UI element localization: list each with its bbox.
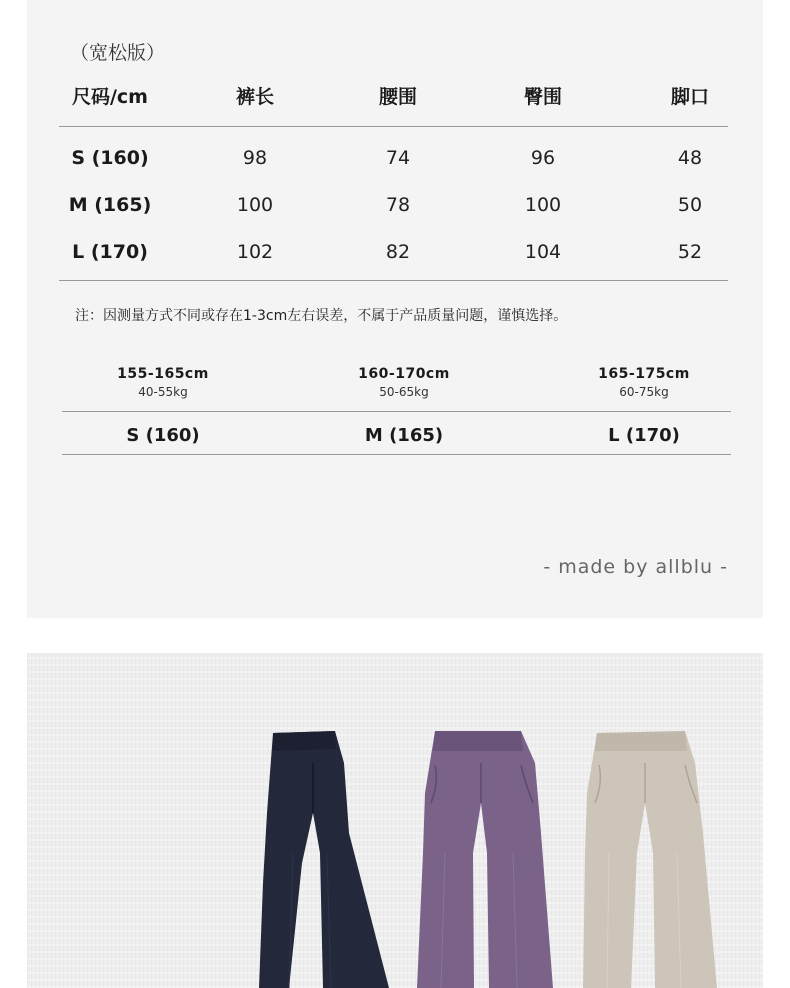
table-row — [0, 143, 790, 173]
table-divider-top — [59, 126, 728, 127]
row-length: 100 — [236, 194, 274, 216]
recommendation-s — [63, 364, 263, 400]
rec-height: 160-170cm — [358, 366, 450, 382]
rec-weight: 40-55kg — [138, 385, 188, 399]
row-size: L (170) — [72, 241, 148, 263]
brand-tagline: - made by allblu - — [543, 556, 728, 578]
header-hem: 脚口 — [670, 86, 709, 108]
recommendation-l — [544, 364, 744, 400]
recommendation-m — [304, 364, 504, 400]
rec-divider-top — [62, 411, 731, 412]
row-hem: 48 — [677, 147, 703, 169]
row-waist: 74 — [385, 147, 411, 169]
size-table-header — [0, 82, 790, 112]
rec-height: 165-175cm — [598, 366, 690, 382]
pants-purple — [417, 731, 553, 988]
rec-divider-bottom — [62, 454, 731, 455]
row-hip: 100 — [524, 194, 562, 216]
header-size: 尺码/cm — [71, 86, 148, 108]
table-row — [0, 237, 790, 267]
row-hip: 104 — [524, 241, 562, 263]
rec-weight: 50-65kg — [379, 385, 429, 399]
header-length: 裤长 — [235, 86, 274, 108]
row-waist: 78 — [385, 194, 411, 216]
row-length: 102 — [236, 241, 274, 263]
rec-weight: 60-75kg — [619, 385, 669, 399]
pants-illustration — [27, 653, 763, 988]
row-size: M (165) — [68, 194, 152, 216]
row-length: 98 — [242, 147, 268, 169]
row-hem: 50 — [677, 194, 703, 216]
rec-height: 155-165cm — [117, 366, 209, 382]
row-hip: 96 — [530, 147, 556, 169]
rec-size-s: S (160) — [126, 425, 200, 446]
pants-navy — [259, 731, 389, 988]
rec-size-m: M (165) — [364, 425, 444, 446]
table-row — [0, 190, 790, 220]
product-photo — [27, 653, 763, 988]
header-waist: 腰围 — [378, 86, 417, 108]
rec-size-l: L (170) — [608, 425, 680, 446]
measurement-note: 注：因测量方式不同或存在1-3cm左右误差，不属于产品质量问题，谨慎选择。 — [75, 308, 568, 324]
row-hem: 52 — [677, 241, 703, 263]
fit-label: （宽松版） — [70, 42, 166, 64]
row-waist: 82 — [385, 241, 411, 263]
header-hip: 臀围 — [523, 86, 562, 108]
row-size: S (160) — [71, 147, 149, 169]
table-divider-bottom — [59, 280, 728, 281]
pants-beige — [583, 731, 717, 988]
